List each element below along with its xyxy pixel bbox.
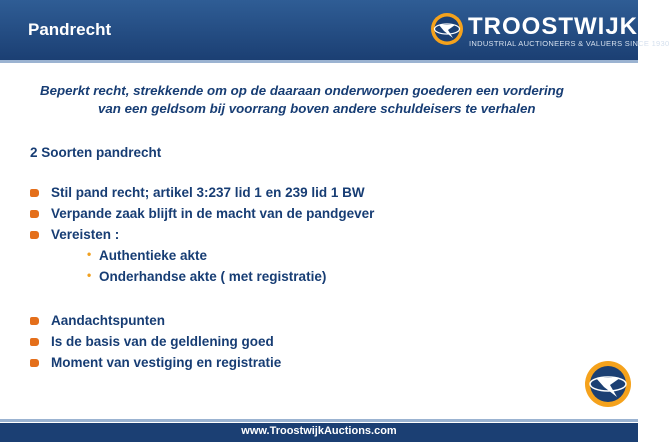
footer-url-link[interactable]: www.TroostwijkAuctions.com bbox=[241, 425, 397, 437]
troostwijk-globe-corner-icon bbox=[584, 360, 632, 408]
orange-square-bullet-icon bbox=[30, 317, 39, 325]
sub-bullet-text: Authentieke akte bbox=[99, 248, 208, 263]
small-dot-bullet-icon: • bbox=[87, 268, 92, 282]
small-dot-bullet-icon: • bbox=[87, 247, 92, 261]
header-divider bbox=[0, 60, 638, 63]
bullet-text: Is de basis van de geldlening goed bbox=[51, 334, 274, 349]
orange-square-bullet-icon bbox=[30, 189, 39, 197]
slide-title: Pandrecht bbox=[28, 20, 112, 39]
sub-bullet-text: Onderhandse akte ( met registratie) bbox=[99, 269, 327, 284]
troostwijk-globe-logo-icon bbox=[430, 12, 464, 46]
orange-square-bullet-icon bbox=[30, 359, 39, 367]
definition-line-2: van een geldsom bij voorrang boven andere schuldeisers te verhalen bbox=[98, 101, 536, 116]
bullet-text: Aandachtspunten bbox=[51, 313, 166, 328]
footer-divider bbox=[0, 419, 638, 422]
orange-square-bullet-icon bbox=[30, 210, 39, 218]
bullet-text: Vereisten : bbox=[51, 227, 120, 242]
troostwijk-logo bbox=[430, 12, 669, 48]
logo-wordmark: TROOSTWIJK bbox=[468, 13, 638, 40]
orange-square-bullet-icon bbox=[30, 338, 39, 346]
bullet-text: Stil pand recht; artikel 3:237 lid 1 en 239 lid 1 BW bbox=[51, 185, 365, 200]
logo-tagline: INDUSTRIAL AUCTIONEERS & VALUERS SINCE 1930 bbox=[469, 39, 669, 48]
bullet-text: Moment van vestiging en registratie bbox=[51, 355, 282, 370]
orange-square-bullet-icon bbox=[30, 231, 39, 239]
definition-line-1: Beperkt recht, strekkende om op de daaraan onderworpen goederen een vordering bbox=[40, 83, 564, 98]
definition-text bbox=[40, 82, 630, 118]
section-heading: 2 Soorten pandrecht bbox=[30, 145, 162, 160]
bullet-text: Verpande zaak blijft in de macht van de pandgever bbox=[51, 206, 375, 221]
